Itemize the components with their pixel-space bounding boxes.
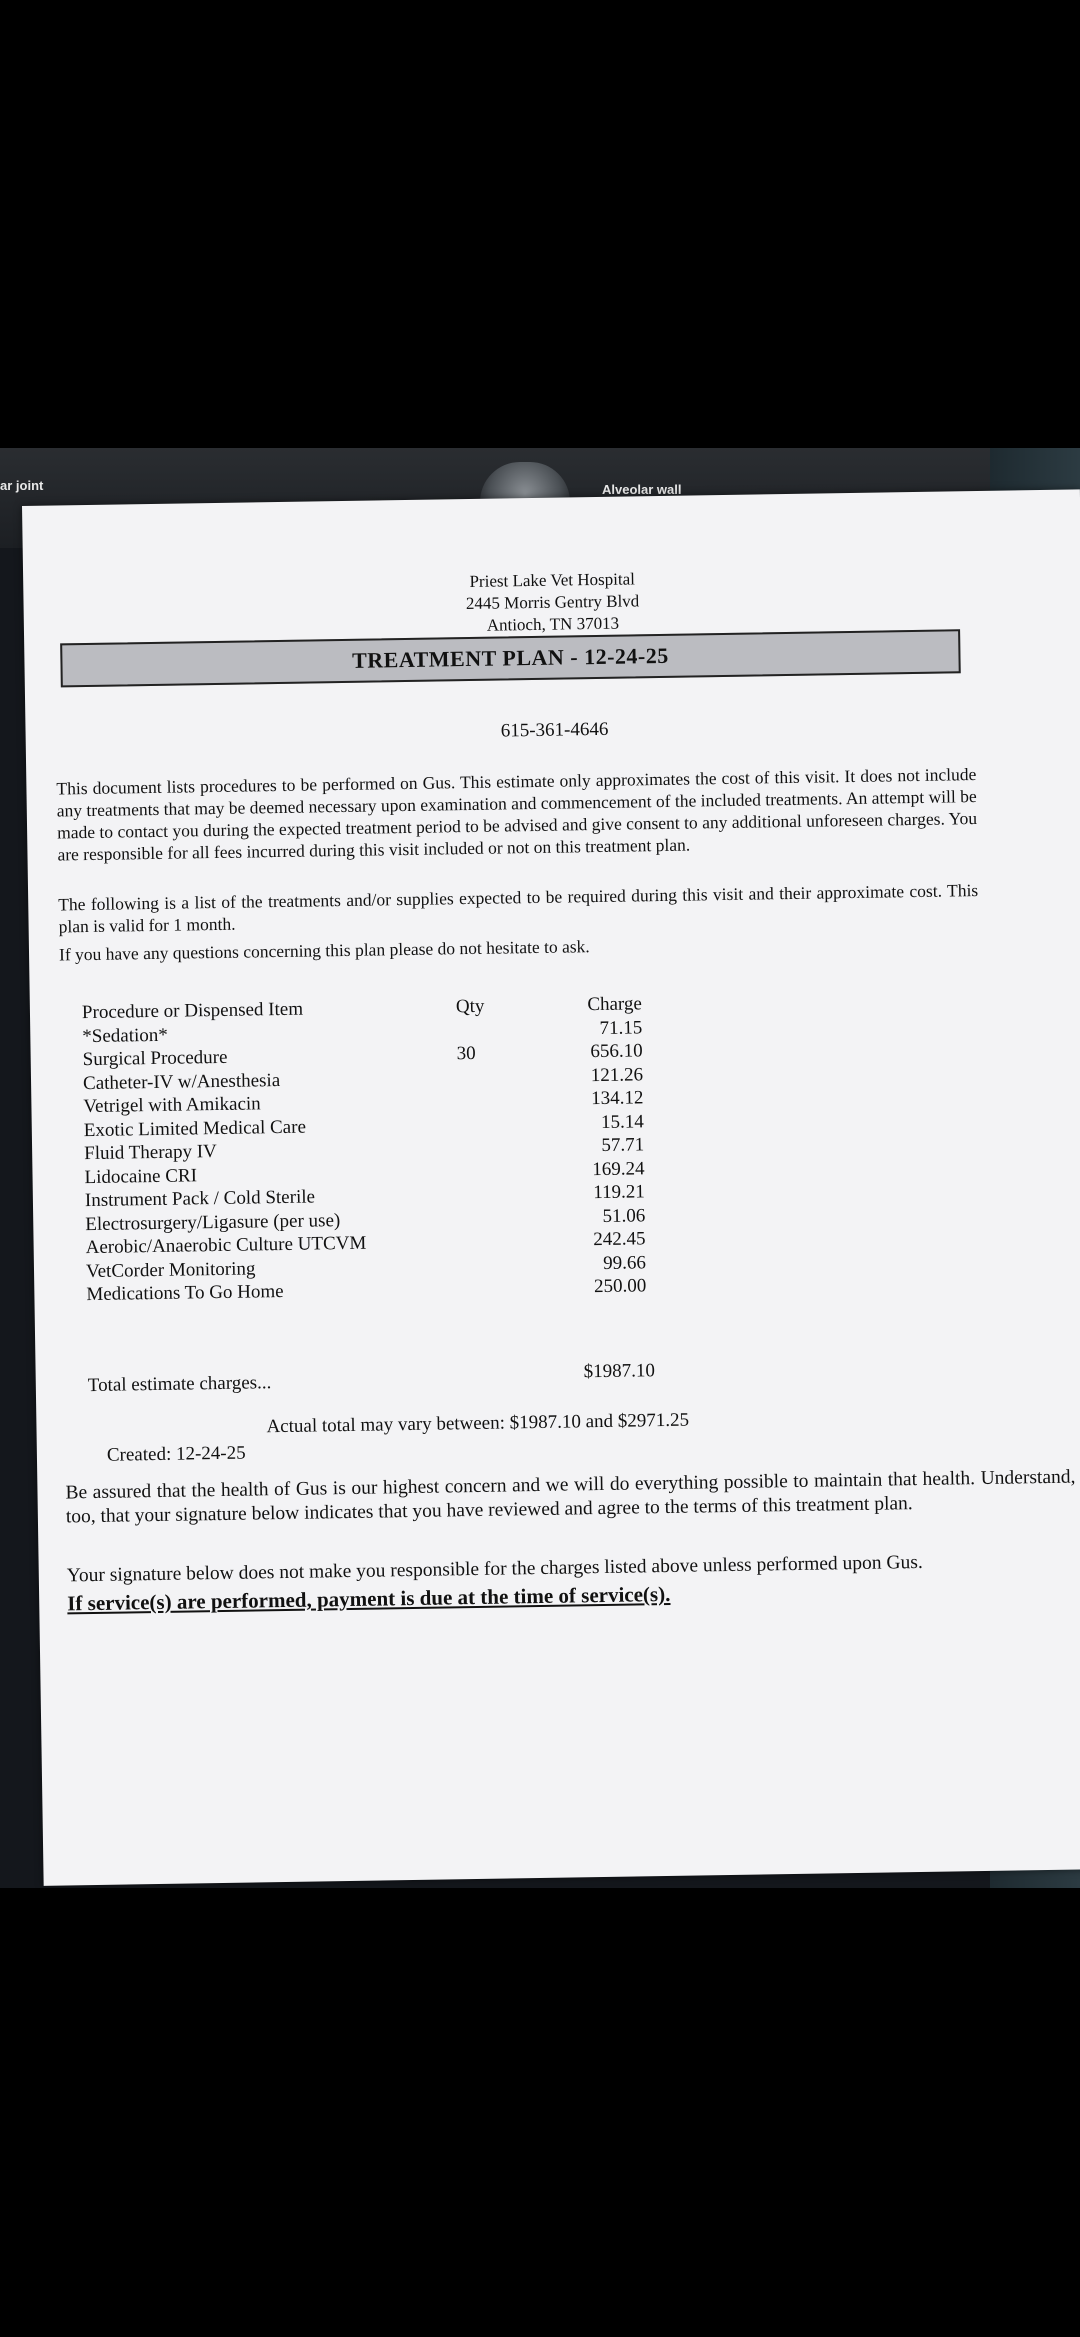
table-row-charge: 51.06: [602, 1204, 646, 1227]
hospital-street: 2445 Morris Gentry Blvd: [465, 591, 640, 614]
table-row-item: Lidocaine CRI: [84, 1164, 198, 1188]
table-row-charge: 71.15: [599, 1016, 643, 1039]
table-row-charge: 656.10: [590, 1040, 643, 1063]
table-row-charge: 169.24: [592, 1157, 645, 1180]
total-label: Total estimate charges...: [87, 1372, 272, 1397]
table-row-item: Exotic Limited Medical Care: [83, 1116, 307, 1141]
charge-column: [552, 992, 647, 1299]
phone-number: 615-361-4646: [500, 718, 609, 742]
table-row-item: Fluid Therapy IV: [84, 1141, 217, 1165]
table-row-qty: [456, 1018, 496, 1042]
table-row-item: Aerobic/Anaerobic Culture UTCVM: [85, 1232, 367, 1259]
header-item: Procedure or Dispensed Item: [81, 998, 304, 1024]
table-row-item: Electrosurgery/Ligasure (per use): [85, 1209, 341, 1235]
table-row-charge: 15.14: [600, 1110, 644, 1133]
table-row-charge: 250.00: [593, 1275, 647, 1298]
table-row-charge: 121.26: [590, 1063, 644, 1086]
table-row-qty: 30: [456, 1042, 476, 1065]
table-row-charge: 134.12: [590, 1087, 644, 1110]
charges-table: [81, 992, 682, 1306]
assurance-paragraph: Be assured that the health of Gus is our highest concern and we will do everything possible to maintain that health. Understand, too, that your signature below indicates that you have reviewed and agree to the terms of this treatment plan.: [65, 1466, 1076, 1528]
document-title: TREATMENT PLAN - 12-24-25: [351, 642, 669, 673]
qty-column: [456, 995, 497, 1066]
created-date: Created: 12-24-25: [106, 1442, 246, 1466]
vary-range: Actual total may vary between: $1987.10 and $2971.25: [266, 1409, 690, 1438]
hospital-name: Priest Lake Vet Hospital: [469, 569, 636, 591]
table-row-charge: 242.45: [593, 1228, 646, 1251]
poster-label-alveolar: Alveolar wall: [602, 482, 682, 497]
table-row-item: VetCorder Monitoring: [85, 1257, 256, 1282]
total-value: $1987.10: [583, 1360, 656, 1383]
table-row-charge: 119.21: [593, 1181, 646, 1204]
poster-label-joint: ar joint: [0, 478, 44, 493]
table-row-charge: 57.71: [601, 1134, 645, 1156]
table-row-charge: 99.66: [603, 1251, 647, 1274]
table-row-item: Surgical Procedure: [82, 1046, 228, 1071]
following-paragraph: The following is a list of the treatments and/or supplies expected to be required during this visit and their approximate cost. This plan is valid for 1 month.: [58, 880, 979, 937]
table-row-item: Catheter-IV w/Anesthesia: [82, 1069, 281, 1094]
items-column: [82, 995, 447, 1306]
header-charge: Charge: [587, 993, 643, 1016]
intro-paragraph: This document lists procedures to be performed on Gus. This estimate only approximates the cost of this visit. It does not include any treatments that may be deemed necessary upon examination and commencement of the included treatments. An attempt will be made to contact you during the expected treatment period to be advised and give consent to any additional unforeseen charges. You are responsible for all fees incurred during this visit included or not on this treatment plan.: [56, 764, 978, 865]
hospital-city: Antioch, TN 37013: [486, 613, 620, 635]
table-row-item: *Sedation*: [82, 1024, 168, 1047]
payment-notice: If service(s) are performed, payment is due at the time of service(s).: [67, 1581, 671, 1616]
table-row-item: Medications To Go Home: [86, 1280, 284, 1306]
treatment-plan-document: [22, 489, 1080, 1885]
questions-paragraph: If you have any questions concerning this plan please do not hesitate to ask.: [58, 936, 590, 965]
table-row-item: Instrument Pack / Cold Sterile: [84, 1186, 316, 1212]
signature-note: Your signature below does not make you responsible for the charges listed above unless performed upon Gus.: [66, 1551, 923, 1587]
photo: [0, 448, 1080, 1888]
header-qty: Qty: [455, 995, 485, 1018]
table-row-item: Vetrigel with Amikacin: [83, 1093, 261, 1118]
